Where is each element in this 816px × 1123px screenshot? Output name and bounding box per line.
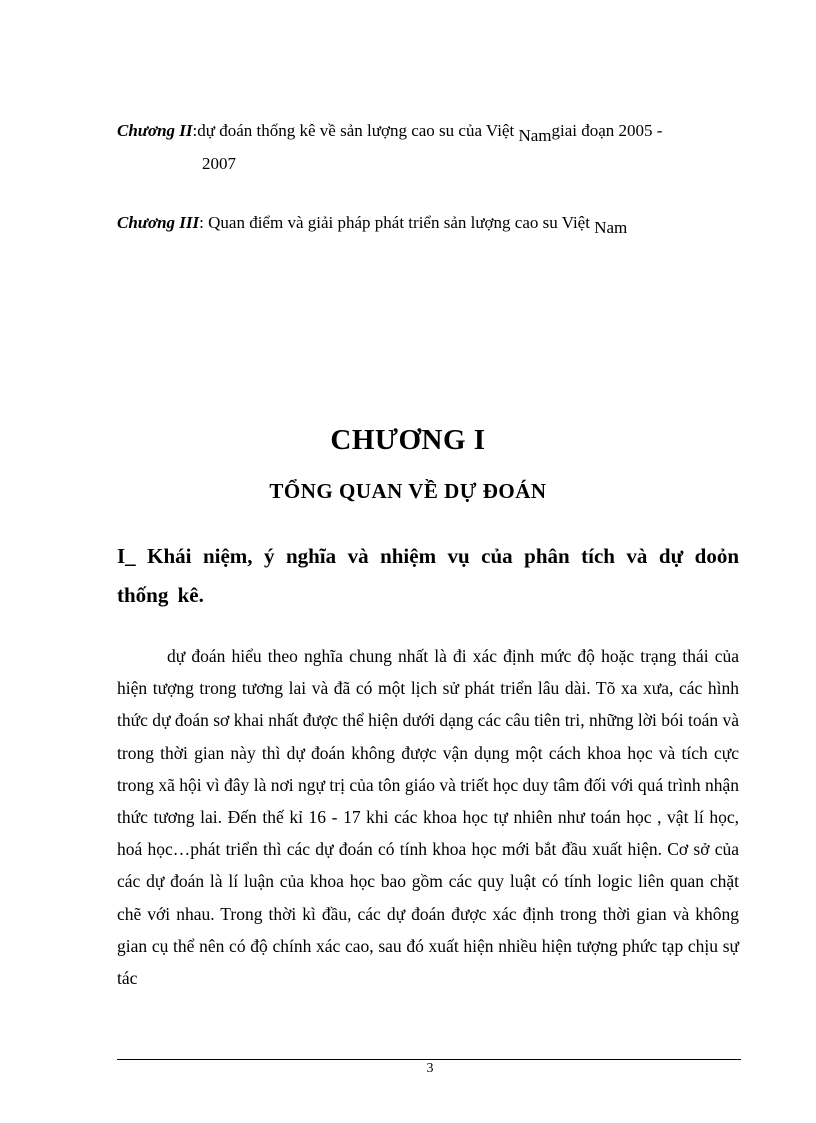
chapter-2-line: Chương II:dự đoán thống kê về sản lượng cao su của Việt Namgiai đoạn 2005 -	[117, 121, 663, 145]
chapter-title: TỔNG QUAN VỀ DỰ ĐOÁN	[269, 479, 547, 503]
chapter-2-label: Chương II	[117, 121, 193, 140]
chapter-3-text: Quan điểm và giải pháp phát triển sản lượng cao su Việt	[208, 213, 595, 232]
chapter-2-text: dự đoán thống kê về sản lượng cao su của Việt	[197, 121, 519, 140]
chapter-3-line: Chương III: Quan điểm và giải pháp phát triển sản lượng cao su Việt Nam	[117, 213, 628, 237]
chapter-2-continuation: 2007	[202, 154, 236, 173]
body-paragraph-block	[117, 640, 739, 994]
page-number: 3	[426, 1061, 434, 1076]
chapter-heading: CHƯƠNG I	[330, 424, 486, 456]
body-paragraph: dự đoán hiểu theo nghĩa chung nhất là đi xác định mức độ hoặc trạng thái của hiện tượng trong tương lai và đã có một lịch sử phát triển lâu dài. Tõ xa xưa, các hình thức dự đoán sơ khai nhất được thể hiện dưới dạng các câu tiên tri, những lời bói toán và trong thời gian này thì dự đoán không được vận dụng một cách khoa học và tích cực trong xã hội vì đây là nơi ngự trị của tôn giáo và triết học duy tâm đối với quá trình nhận thức tương lai. Đến thế kỉ 16 - 17 khi các khoa học tự nhiên như toán học , vật lí học, hoá học…phát triển thì các dự đoán có tính khoa học mới bắt đầu xuất hiện. Cơ sở của các dự đoán là lí luận của khoa học bao gồm các quy luật có tính logic liên quan chặt chẽ với nhau. Trong thời kì đầu, các dự đoán được xác định trong thời gian và không gian cụ thể nên có độ chính xác cao, sau đó xuất hiện nhiều hiện tượng phức tạp chịu sự tác	[117, 646, 739, 989]
footer-divider	[117, 1059, 741, 1060]
section-title: I_ Khái niệm, ý nghĩa và nhiệm vụ của phân tích và dự doỏn thống kê.	[117, 544, 739, 607]
chapter-3-label: Chương III	[117, 213, 200, 232]
